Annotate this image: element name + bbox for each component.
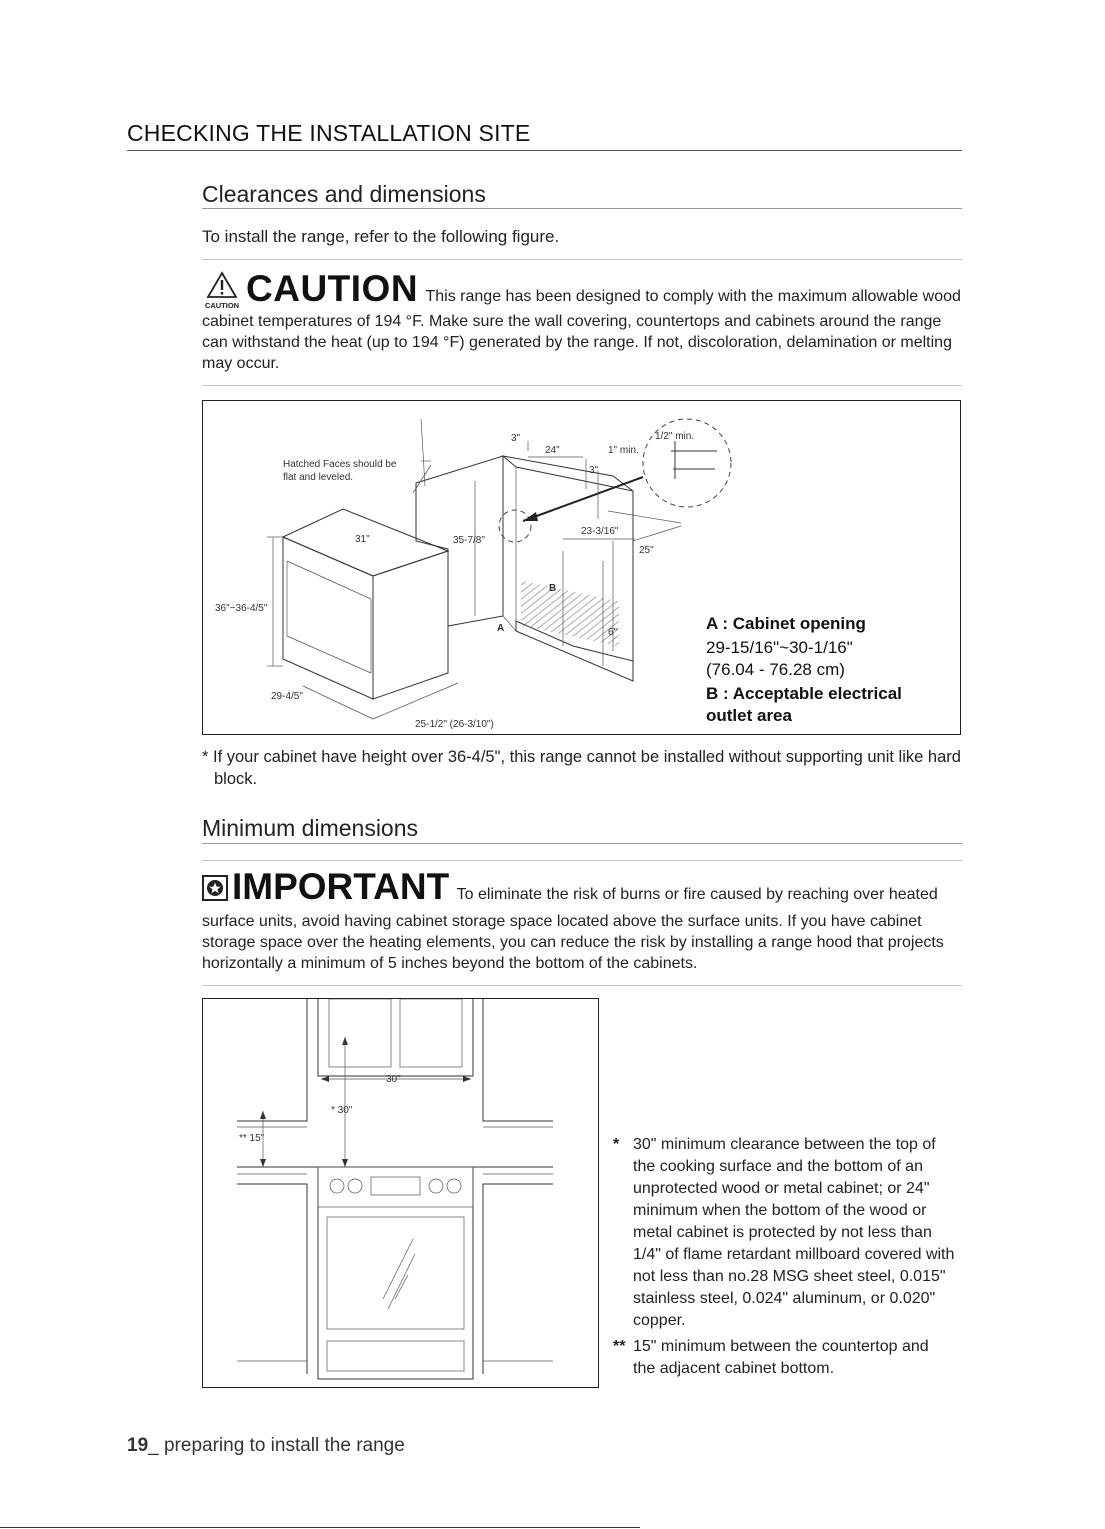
dim-25-half: 25-1/2" (26-3/10") [415, 719, 494, 730]
note-1-mark: * [613, 1136, 620, 1153]
dim-25: 25" [639, 545, 654, 556]
minimum-figure [202, 998, 599, 1388]
note-2-mark: ** [613, 1338, 626, 1355]
caution-text-first: This range has been designed to comply with the maximum allowable wood [425, 288, 961, 305]
dim-35-7-8: 35-7/8" [453, 535, 485, 546]
dim-36: 36"~36-4/5" [215, 603, 268, 614]
minimum-heading: Minimum dimensions [202, 815, 419, 841]
note-2 [613, 1336, 955, 1380]
figure-legend [706, 613, 956, 727]
hatched-label-2: flat and leveled. [283, 472, 354, 483]
dim-6: 6" [608, 627, 618, 638]
note-2-text: 15" minimum between the countertop and the adjacent cabinet bottom. [633, 1338, 929, 1377]
dim-29-4-5: 29-4/5" [271, 691, 303, 702]
caution-text-rest: cabinet temperatures of 194 °F. Make sure the wall covering, countertops and cabinets around the range can withstand the heat (up to 194 °F) generated by the range. If not, discoloration, delamination or melting may occur. [202, 313, 952, 372]
clearances-heading: Clearances and dimensions [202, 181, 486, 207]
label-a: A [497, 623, 505, 634]
page-number: 19 [127, 1435, 149, 1456]
legend-b-title: B : Acceptable electrical [706, 684, 902, 703]
important-text-first: To eliminate the risk of burns or fire caused by reaching over heated [456, 886, 938, 903]
caution-word: CAUTION [246, 268, 419, 309]
caution-icon-caption: CAUTION [204, 301, 240, 310]
legend-b-title-2: outlet area [706, 706, 792, 725]
note-1 [613, 1134, 955, 1332]
minimum-top-rule [202, 860, 962, 861]
dim-30-width: 30" [386, 1074, 401, 1085]
dim-15: ** 15" [239, 1133, 265, 1144]
dim-24: 24" [545, 445, 560, 456]
important-rule [202, 985, 962, 986]
important-text-rest: surface units, avoid having cabinet storage space located above the surface units. If you have cabinet storage space over the heating elements, you can reduce the risk by installing a range hood that projects horizontally a minimum of 5 inches beyond the bottom of the cabinets. [202, 913, 944, 972]
legend-a-metric: (76.04 - 76.28 cm) [706, 660, 845, 679]
height-footnote: * If your cabinet have height over 36-4/5", this range cannot be installed without supporting unit like hard block. [202, 748, 961, 788]
clearances-heading-rule [202, 208, 962, 209]
hatched-label: Hatched Faces should be [283, 459, 397, 470]
section-title: CHECKING THE INSTALLATION SITE [127, 120, 531, 146]
important-word: IMPORTANT [232, 866, 450, 907]
clearance-figure [202, 400, 961, 735]
legend-a-title: A : Cabinet opening [706, 614, 866, 633]
note-1-text: 30" minimum clearance between the top of the cooking surface and the bottom of an unprotected wood or metal cabinet; or 24" minimum when the bottom of the wood or metal cabinet is protected by not less than 1/4" of flame retardant millboard covered with not less than no.28 MSG sheet steel, 0.015" stainless steel, 0.024" aluminum, or 0.020" copper. [633, 1136, 955, 1329]
dim-half-min: 1/2" min. [655, 431, 695, 442]
caution-rule [202, 385, 962, 386]
section-title-rule [127, 150, 962, 151]
dim-31: 31" [355, 534, 370, 545]
label-b: B [549, 583, 557, 594]
page-footer [127, 1435, 405, 1457]
caution-icon [200, 270, 244, 310]
legend-a-value: 29-15/16"~30-1/16" [706, 638, 853, 657]
dim-23-3-16: 23-3/16" [581, 526, 619, 537]
dim-30-height: * 30" [331, 1105, 353, 1116]
minimum-heading-rule [202, 843, 962, 844]
minimum-notes [613, 1134, 955, 1380]
footer-text: _ preparing to install the range [148, 1435, 405, 1456]
bottom-edge-rule [0, 1527, 640, 1528]
clearances-intro: To install the range, refer to the following figure. [202, 227, 560, 246]
dim-3-top: 3" [511, 433, 521, 444]
dim-1-min: 1" min. [608, 445, 639, 456]
minimum-diagram [203, 999, 598, 1387]
important-icon [202, 875, 228, 901]
intro-rule [202, 259, 962, 260]
dim-3-side: 3" [589, 465, 599, 476]
